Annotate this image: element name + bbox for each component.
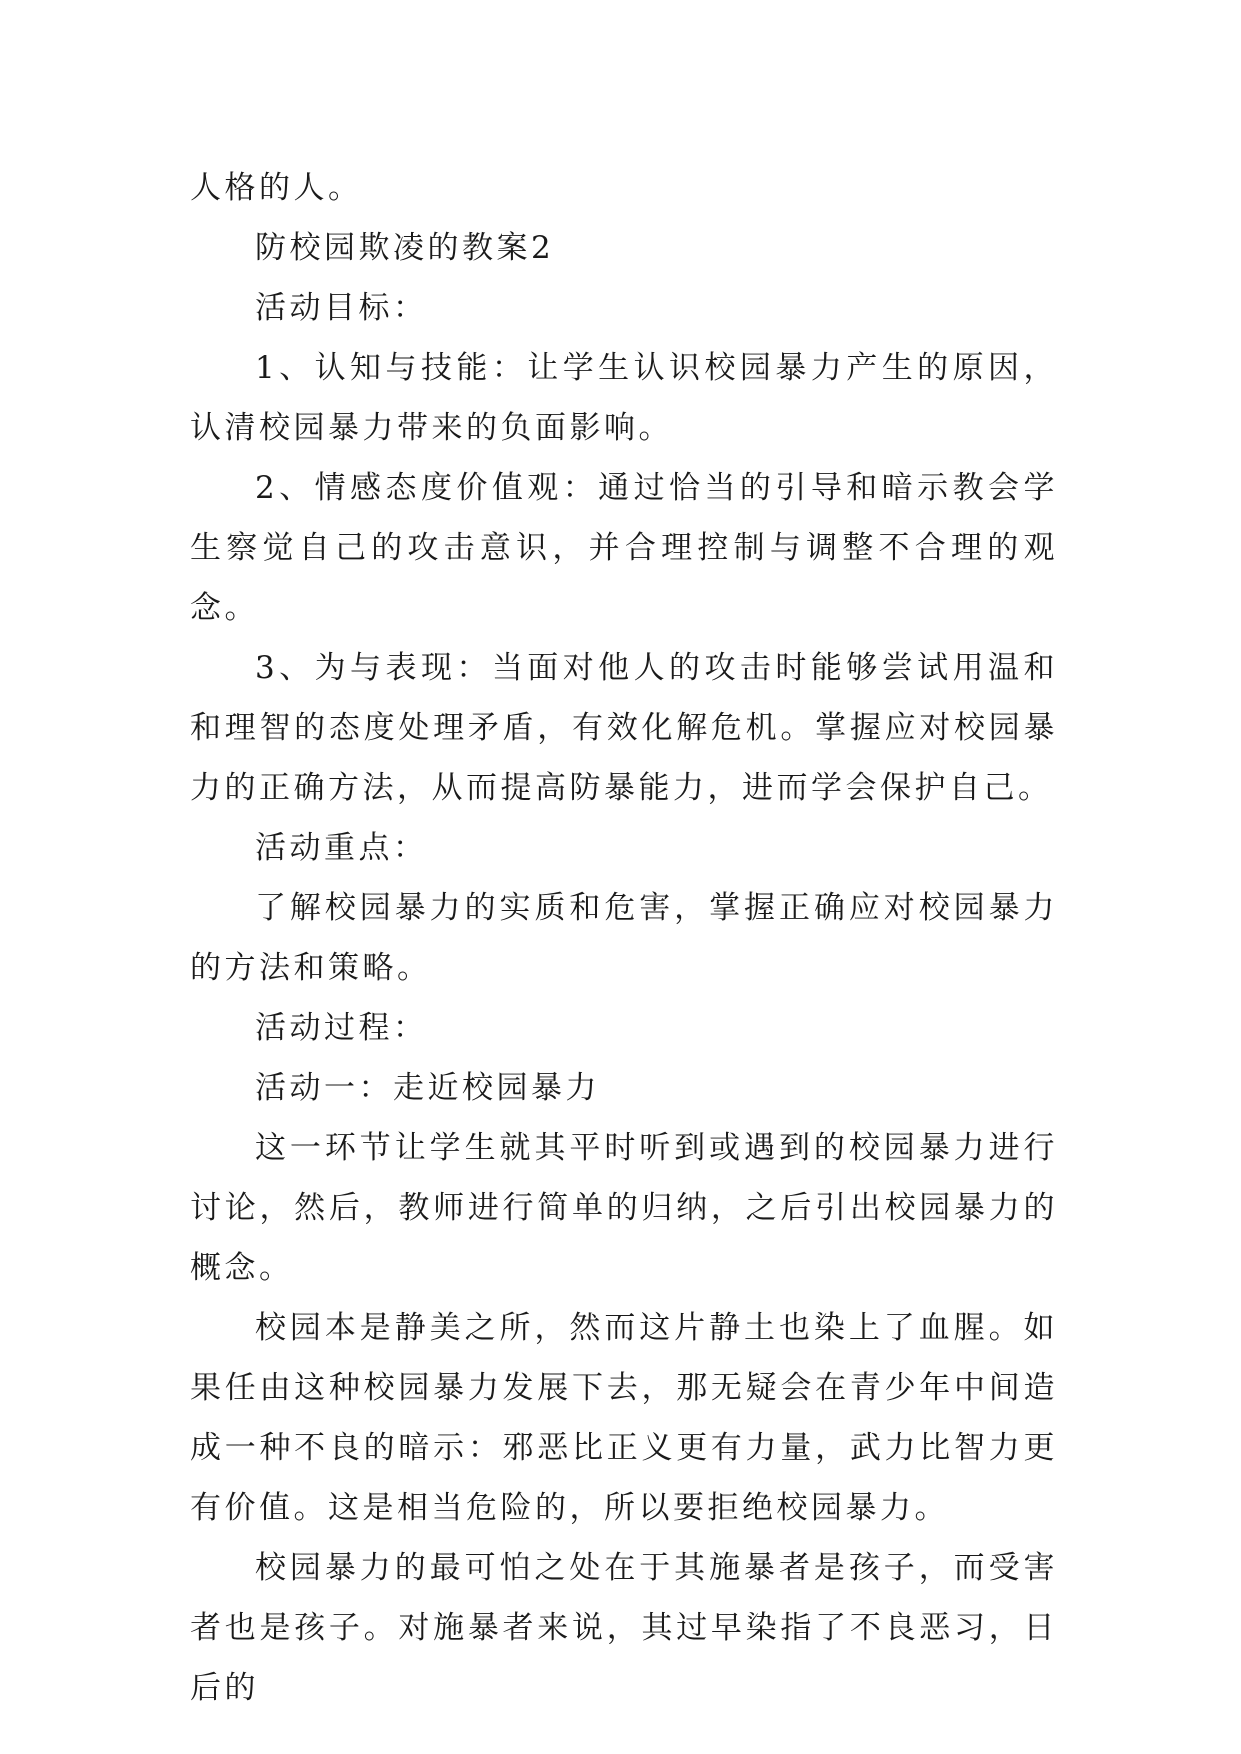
goal-item-3: 3、为与表现：当面对他人的攻击时能够尝试用温和和理智的态度处理矛盾，有效化解危机。掌握应对校园暴力的正确方法，从而提高防暴能力，进而学会保护自己。	[190, 650, 1058, 806]
subheading-activity-focus: 活动重点：	[255, 830, 428, 866]
document-body	[190, 158, 1058, 1718]
activity-focus-text: 了解校园暴力的实质和危害，掌握正确应对校园暴力的方法和策略。	[190, 890, 1058, 986]
goal-item-2: 2、情感态度价值观：通过恰当的引导和暗示教会学生察觉自己的攻击意识，并合理控制与调整不合理的观念。	[190, 470, 1058, 626]
subheading-activity-goals: 活动目标：	[255, 290, 428, 326]
activity-one-title: 活动一：走近校园暴力	[255, 1070, 600, 1106]
subheading-activity-process: 活动过程：	[255, 1010, 428, 1046]
section-heading: 防校园欺凌的教案2	[255, 230, 555, 266]
paragraph-continuation: 人格的人。	[190, 170, 363, 206]
activity-one-description: 这一环节让学生就其平时听到或遇到的校园暴力进行讨论，然后，教师进行简单的归纳，之后引出校园暴力的概念。	[190, 1130, 1058, 1286]
goal-item-1: 1、认知与技能：让学生认识校园暴力产生的原因，认清校园暴力带来的负面影响。	[190, 350, 1058, 446]
body-paragraph: 校园本是静美之所，然而这片静土也染上了血腥。如果任由这种校园暴力发展下去，那无疑会在青少年中间造成一种不良的暗示：邪恶比正义更有力量，武力比智力更有价值。这是相当危险的，所以要拒绝校园暴力。	[190, 1310, 1058, 1526]
body-paragraph: 校园暴力的最可怕之处在于其施暴者是孩子，而受害者也是孩子。对施暴者来说，其过早染指了不良恶习，日后的	[190, 1550, 1058, 1706]
